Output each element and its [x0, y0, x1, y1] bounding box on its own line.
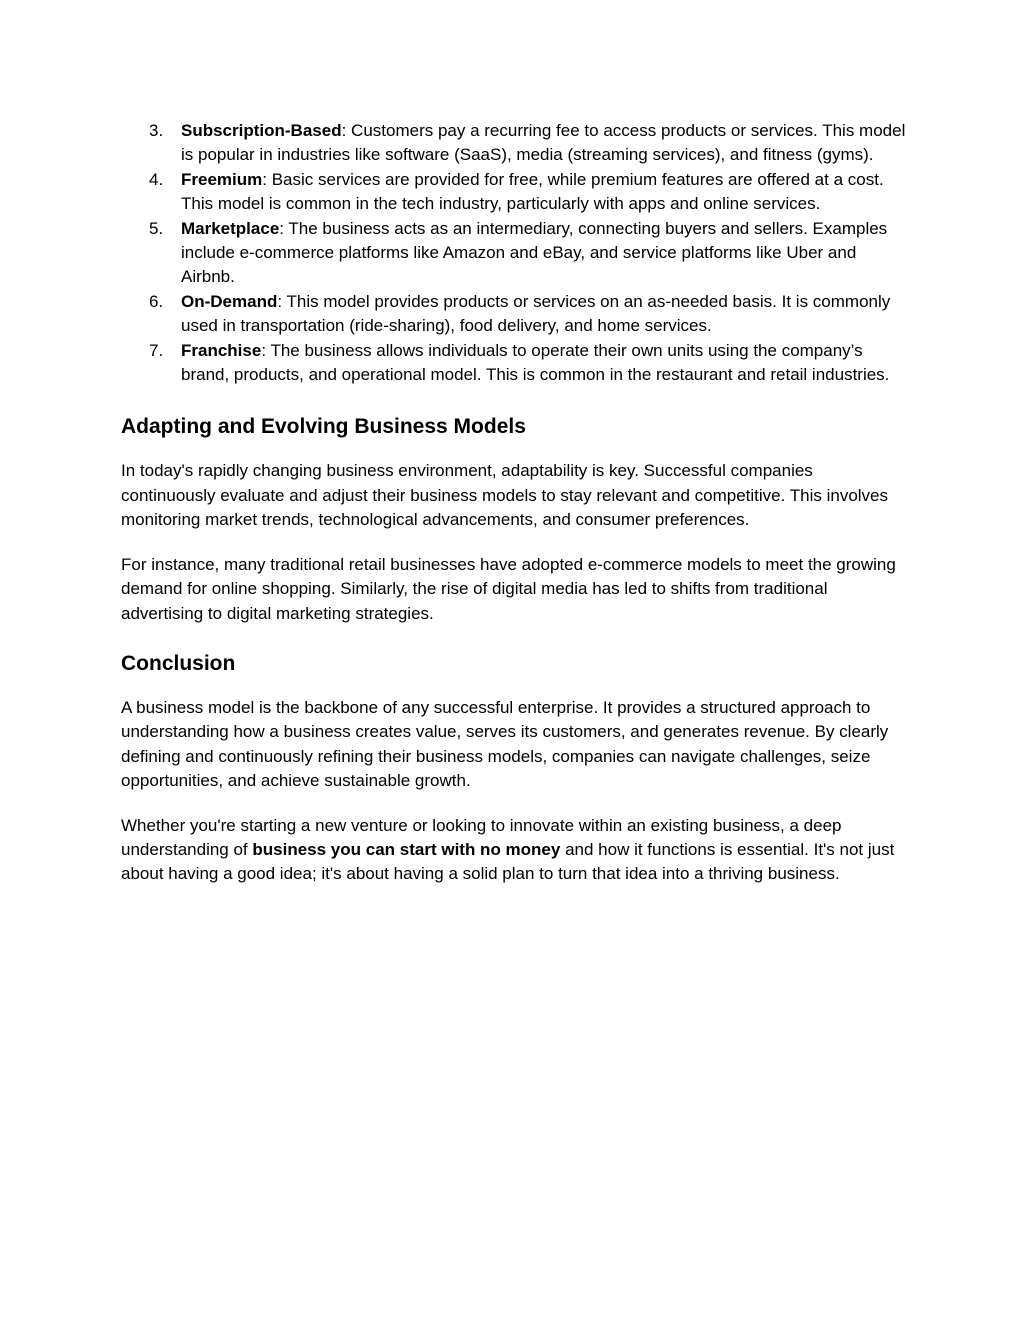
- paragraph-conclusion-2: [121, 814, 911, 887]
- list-term: Subscription-Based: [181, 121, 342, 140]
- list-term: On-Demand: [181, 291, 278, 311]
- paragraph-adapting-1: In today's rapidly changing business environment, adaptability is key. Successful companies continuously evaluate and adjust their business models to stay relevant and competitive. This involves monitoring market trends, technological advancements, and consumer preferences.: [121, 461, 889, 530]
- document-page: [121, 119, 911, 907]
- list-number: 3.: [149, 121, 164, 140]
- paragraph-conclusion-1: A business model is the backbone of any successful enterprise. It provides a structured approach to understanding how a business creates value, serves its customers, and generates revenue. By clearly defining and continuously refining their business models, companies can navigate challenges, seize opportunities, and achieve sustainable growth.: [121, 697, 889, 791]
- list-number: 4.: [149, 169, 164, 189]
- list-number: 7.: [149, 340, 164, 360]
- paragraph-adapting-2: For instance, many traditional retail businesses have adopted e-commerce models to meet the growing demand for online shopping. Similarly, the rise of digital media has led to shifts from traditional advertising to digital marketing strategies.: [121, 554, 896, 623]
- paragraph-text: and how it functions is essential. It's not just about having a good idea; it's about having a solid plan to turn that idea into a thriving business.: [121, 839, 895, 884]
- list-term: Marketplace: [181, 218, 280, 238]
- list-text: : The business acts as an intermediary, connecting buyers and sellers. Examples include e-commerce platforms like Amazon and eBay, and service platforms like Uber and Airbnb.: [181, 218, 888, 287]
- list-item: [121, 290, 911, 339]
- list-term: Freemium: [181, 169, 263, 189]
- list-number: 5.: [149, 218, 164, 238]
- business-model-list: [121, 119, 911, 387]
- list-item: [121, 217, 911, 290]
- list-text: : Basic services are provided for free, while premium features are offered at a cost. This model is common in the tech industry, particularly with apps and online services.: [181, 169, 884, 214]
- keyword-link-text: business you can start with no money: [252, 839, 561, 859]
- paragraph-text: Whether you're starting a new venture or looking to innovate within an existing business, a deep understanding of: [121, 815, 842, 859]
- list-item: [121, 119, 911, 168]
- section-heading-conclusion: Conclusion: [121, 651, 236, 675]
- list-item: [121, 339, 911, 388]
- list-text: : The business allows individuals to operate their own units using the company’s brand, products, and operational model. This is common in the restaurant and retail industries.: [181, 340, 890, 385]
- list-number: 6.: [149, 291, 164, 311]
- list-text: : This model provides products or services on an as-needed basis. It is commonly used in transportation (ride-sharing), food delivery, and home services.: [181, 291, 891, 336]
- list-text: : Customers pay a recurring fee to access products or services. This model is popular in industries like software (SaaS), media (streaming services), and fitness (gyms).: [181, 121, 906, 165]
- section-heading-adapting: Adapting and Evolving Business Models: [121, 415, 526, 439]
- list-item: [121, 168, 911, 217]
- list-term: Franchise: [181, 340, 262, 360]
